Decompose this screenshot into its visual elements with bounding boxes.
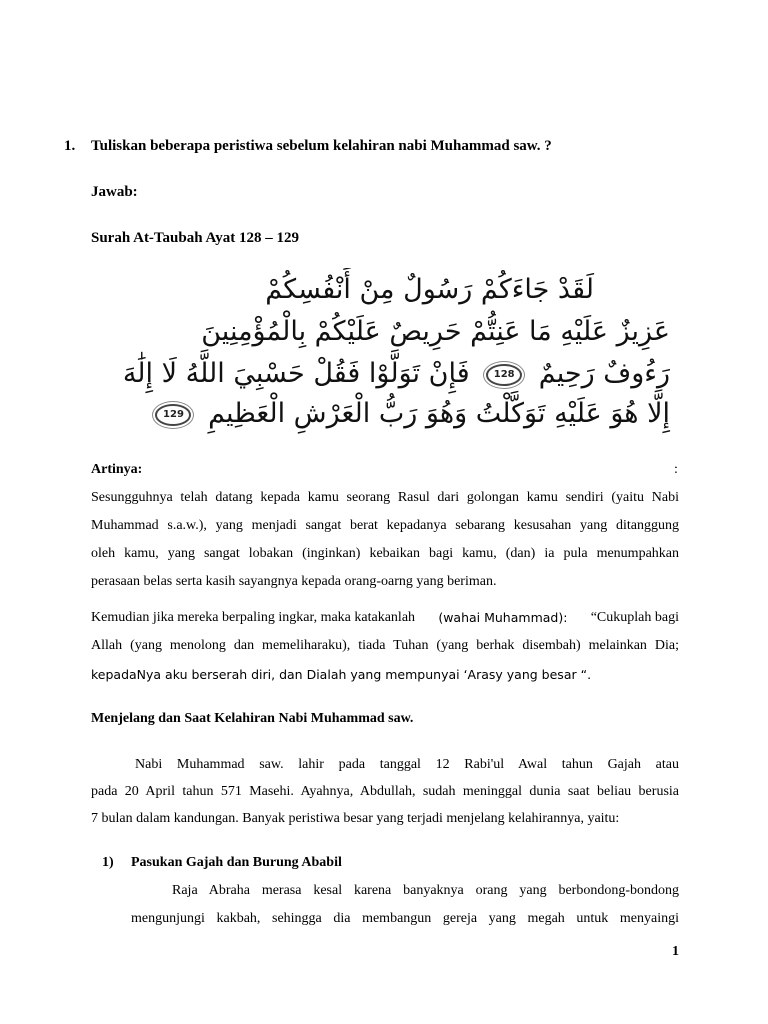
artinya-line-2: Muhammad s.a.w.), yang menjadi sangat berat kepadanya sebarang kesusahan yang ditanggung bbox=[91, 518, 679, 533]
arabic-line-1: لَقَدْ جَاءَكُمْ رَسُولٌ مِنْ أَنْفُسِكُمْ bbox=[265, 274, 594, 305]
arabic-line-3 bbox=[123, 358, 670, 389]
item-1-line-1: Raja Abraha merasa kesal karena banyaknya orang yang berbondong-bondong bbox=[172, 883, 679, 898]
question-number: 1. bbox=[64, 138, 76, 154]
artinya-p2-line-3: kepadaNya aku berserah diri, dan Dialah yang mempunyai ‘Arasy yang besar “. bbox=[91, 667, 592, 682]
artinya-p2-line-1-a: Kemudian jika mereka berpaling ingkar, maka katakanlah bbox=[91, 610, 416, 625]
question-text: Tuliskan beberapa peristiwa sebelum kelahiran nabi Muhammad saw. ? bbox=[91, 138, 552, 154]
section-title: Menjelang dan Saat Kelahiran Nabi Muhammad saw. bbox=[91, 711, 414, 726]
birth-line-3: 7 bulan dalam kandungan. Banyak peristiwa besar yang terjadi menjelang kelahirannya, yaitu: bbox=[91, 811, 620, 826]
item-1-title: Pasukan Gajah dan Burung Ababil bbox=[131, 855, 342, 870]
artinya-p2-line-1-c: “Cukuplah bagi bbox=[590, 610, 679, 625]
arabic-line-2: عَزِيزٌ عَلَيْهِ مَا عَنِتُّمْ حَرِيصٌ عَلَيْكُمْ بِالْمُؤْمِنِينَ bbox=[201, 316, 670, 347]
item-1-number: 1) bbox=[102, 855, 114, 870]
artinya-p2-line-1 bbox=[91, 610, 679, 626]
item-1-line-2: mengunjungi kakbah, sehingga dia membangun gereja yang megah untuk menyaingi bbox=[131, 911, 679, 926]
artinya-line-1: Sesungguhnya telah datang kepada kamu seorang Rasul dari golongan kamu sendiri (yaitu Nabi bbox=[91, 490, 679, 505]
artinya-p2-line-1-b: (wahai Muhammad): bbox=[438, 610, 568, 625]
artinya-line-4: perasaan belas serta kasih sayangnya kepada orang-oarng yang beriman. bbox=[91, 574, 497, 589]
ayah-129-marker: 129 bbox=[155, 404, 191, 426]
arabic-line-3-b: فَإِنْ تَوَلَّوْا فَقُلْ حَسْبِيَ اللَّهُ لَا إِلَٰهَ bbox=[122, 358, 470, 389]
artinya-p2-line-2: Allah (yang menolong dan memeliharaku), tiada Tuhan (yang berhak disembah) melainkan Dia; bbox=[91, 638, 679, 653]
answer-label: Jawab: bbox=[91, 184, 138, 200]
surah-title: Surah At-Taubah Ayat 128 – 129 bbox=[91, 230, 299, 246]
artinya-label: Artinya: bbox=[91, 462, 143, 477]
birth-line-1: Nabi Muhammad saw. lahir pada tanggal 12 Rabi'ul Awal tahun Gajah atau bbox=[135, 757, 679, 772]
arabic-line-4 bbox=[155, 398, 670, 429]
artinya-line-3: oleh kamu, yang sangat lobakan (inginkan) kebaikan bagi kamu, (dan) ia pula menumpahkan bbox=[91, 546, 679, 561]
birth-line-2: pada 20 April tahun 571 Masehi. Ayahnya, Abdullah, sudah meninggal dunia saat beliau berusia bbox=[91, 784, 679, 799]
arabic-line-4-text: إِلَّا هُوَ عَلَيْهِ تَوَكَّلْتُ وَهُوَ رَبُّ الْعَرْشِ الْعَظِيمِ bbox=[208, 398, 670, 429]
page-number: 1 bbox=[672, 944, 679, 959]
arabic-line-3-a: رَءُوفٌ رَحِيمٌ bbox=[538, 358, 670, 389]
ayah-128-marker: 128 bbox=[486, 364, 522, 386]
artinya-colon: : bbox=[674, 462, 678, 477]
quran-verse-image bbox=[92, 268, 680, 438]
